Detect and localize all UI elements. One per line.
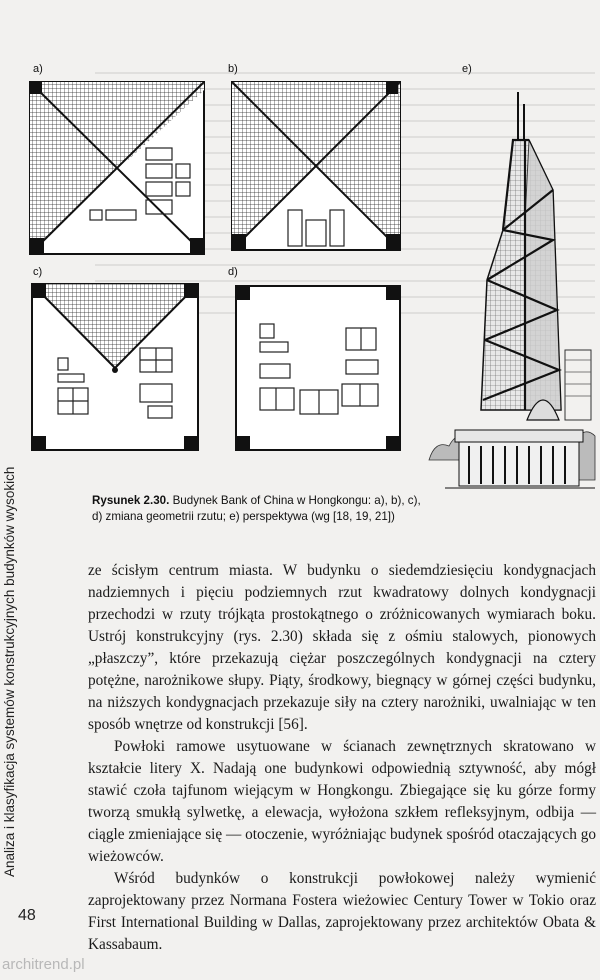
paragraph: Wśród budynków o konstrukcji powłokowej należy wymienić zaprojektowany przez Normana Fostera wieżowiec Century Tower w Tokio oraz First International Building w Dallas, zaprojektowany przez architektów Obata & Kassabaum.: [88, 870, 596, 953]
floor-plan-a: [28, 80, 208, 258]
figure-label-c: c): [33, 266, 43, 278]
figure-caption-number: Rysunek 2.30.: [92, 494, 170, 507]
floor-plan-c: [28, 280, 204, 456]
figure-caption-text: Budynek Bank of China w Hongkongu: a), b), c), d) zmiana geometrii rzutu; e) perspektywa (wg [18, 19, 21]): [92, 494, 421, 523]
paragraph: Powłoki ramowe usytuowane w ścianach zewnętrznych skratowano w kształcie litery X. Nadają one budynkowi odpowiednią sztywność, aby mógł stawić czoła tajfunom wiejącym w Hongkongu. Zbiegające się ku górze formy tworzą smukłą sylwetkę, a elewacja, wyłożona szkłem refleksyjnym, odbija — ciągle zmieniające się — otoczenie, wyróżniając budynek spośród otaczających go wieżowców.: [88, 738, 596, 865]
figure-caption: [92, 493, 422, 525]
paragraph: ze ścisłym centrum miasta. W budynku o siedemdziesięciu kondygnacjach nadziemnych i pięciu podziemnych rzut kwadratowy dolnych kondygnacji przechodzi w rzuty trójkąta prostokątnego o zróżnicowanych wymiarach boku. Ustrój konstrukcyjny (rys. 2.30) składa się z ośmiu stalowych, pionowych „płaszczy”, które przekazują ciężar poszczególnych kondygnacji na cztery potężne, narożnikowe słupy. Piąty, środkowy, biegnący w górnej części budynku, na niższych kondygnacjach przekazuje siły na cztery narożniki, uwalniając w ten sposób wnętrze od konstrukcji [56].: [88, 562, 596, 733]
figure-label-a: a): [33, 63, 43, 75]
floor-plan-d: [230, 280, 406, 456]
figure-label-d: d): [228, 266, 238, 278]
running-title: Analiza i klasyfikacja systemów konstrukcyjnych budynków wysokich: [2, 466, 17, 877]
perspective-drawing-e: [425, 80, 597, 500]
body-text: [88, 560, 596, 956]
figure-label-e: e): [462, 63, 472, 75]
figure-label-b: b): [228, 63, 238, 75]
page-number: 48: [18, 907, 36, 924]
watermark: architrend.pl: [2, 956, 85, 973]
floor-plan-b: [230, 80, 402, 255]
